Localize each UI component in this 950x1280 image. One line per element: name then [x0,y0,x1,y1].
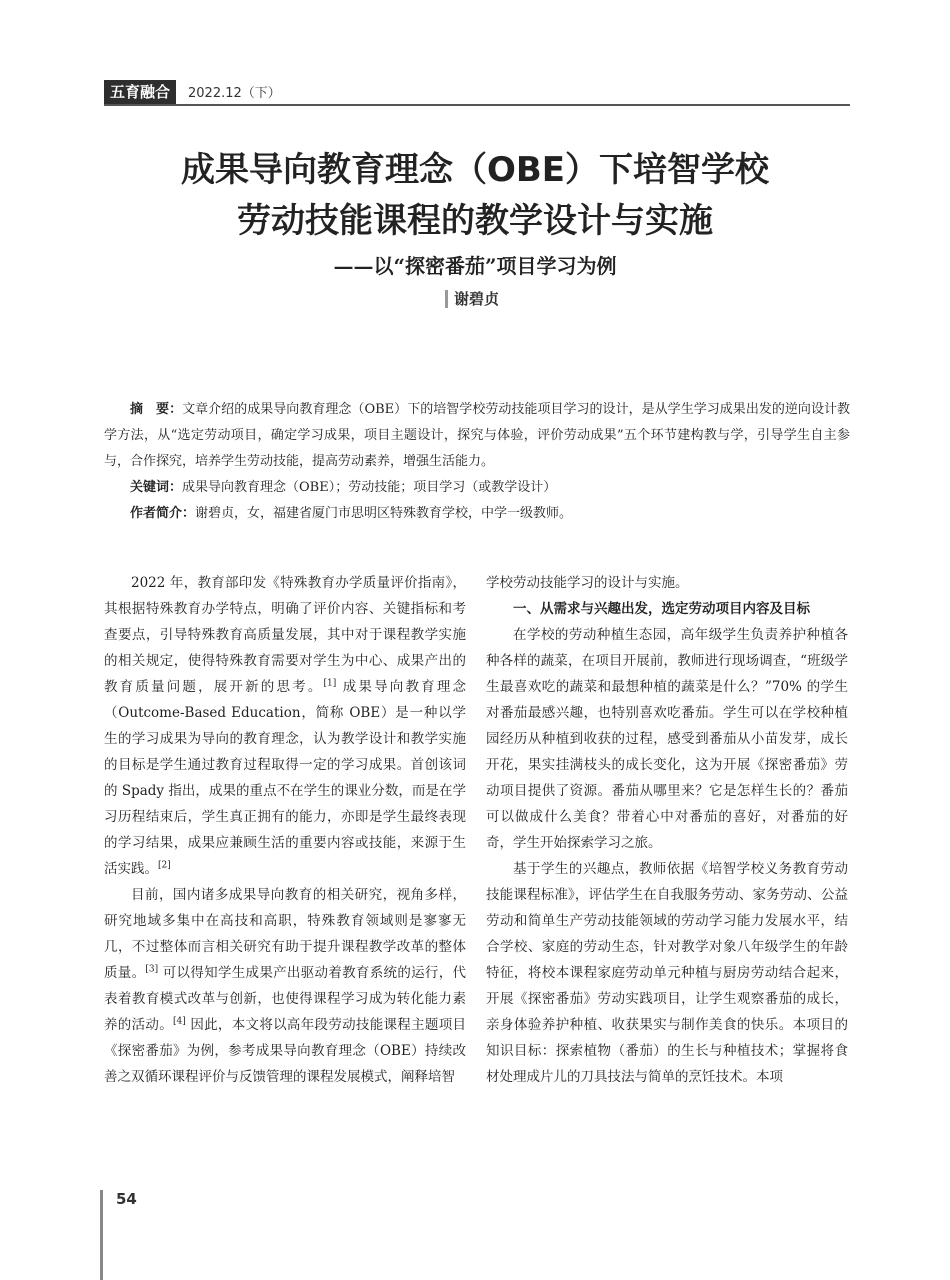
body-right-column [486,570,848,1090]
paragraph-text: 因此，本文将以高年段劳动技能课程主题项目《探密番茄》为例，参考成果导向教育理念（OBE）持续改善之双循环课程评价与反馈管理的课程发展模式，阐释培智 [104,1017,467,1085]
running-header [104,80,850,104]
abstract-block [104,397,850,527]
citation-ref-2: [2] [158,860,171,871]
citation-ref-1: [1] [323,678,337,689]
section-heading-1: 一、从需求与兴趣出发，选定劳动项目内容及目标 [513,601,810,617]
header-rule [104,104,850,106]
keywords-line [104,475,850,501]
body-left-column [104,570,466,1090]
body-paragraph [104,882,466,1090]
paragraph-text: 可以得知学生成果产出驱动着教育系统的运行，代表着教育模式改革与创新，也使得课程学习成为转化能力素养的活动。 [104,965,467,1033]
abstract-paragraph [104,397,850,475]
paragraph-text: 目前，国内诸多成果导向教育的相关研究，视角多样，研究地域多集中在高技和高职，特殊教育领域则是寥寥无几，不过整体而言相关研究有助于提升课程教学改革的整体质量。 [104,887,466,981]
author-bio-label: 作者简介： [130,506,196,521]
title-line-1: 成果导向教育理念（OBE）下培智学校 [180,150,770,190]
keywords-label: 关键词： [130,480,183,495]
issue-date: 2022.12（下） [188,86,281,101]
title-line-2: 劳动技能课程的教学设计与实施 [237,201,713,241]
footer-rule [100,1190,103,1280]
page-number: 54 [116,1190,137,1208]
body-paragraph-continued: 学校劳动技能学习的设计与实施。 [486,575,689,591]
paragraph-text: 成果导向教育理念（Outcome-Based Education，简称 OBE）是一种以学生的学习成果为导向的教育理念，认为教学设计和教学实施的目标是学生通过教育过程取得一定的学习成果。首创该词的 Spady 指出，成果的重点不在学生的课业分数，而是在学习历程结束后，学生真正拥有的能力，亦即是学生最终表现的学习结果，成果应兼顾生活的重要内容或技能，来源于生活实践。 [104,679,466,877]
abstract-label: 摘 要： [130,402,183,417]
keywords-text: 成果导向教育理念（OBE）；劳动技能；项目学习（或教学设计） [182,480,557,495]
body-paragraph: 在学校的劳动种植生态园，高年级学生负责养护种植各种各样的蔬菜，在项目开展前，教师进行现场调查，“班级学生最喜欢吃的蔬菜和最想种植的蔬菜是什么？”70% 的学生对番茄最感兴趣，也特别喜欢吃番茄。学生可以在学校种植园经历从种植到收获的过程，感受到番茄从小苗发芽，成长开花，果实挂满枝头的成长变化，这为开展《探密番茄》劳动项目提供了资源。番茄从哪里来？它是怎样生长的？番茄可以做成什么美食？带着心中对番茄的喜好，对番茄的好奇，学生开始探索学习之旅。 [486,627,848,851]
body-paragraph [104,570,466,882]
citation-ref-4: [4] [173,1016,186,1027]
subtitle: ——以“探密番茄”项目学习为例 [333,254,617,278]
paragraph-text: 2022 年，教育部印发《特殊教育办学质量评价指南》，其根据特殊教育办学特点，明确了评价内容、关键指标和考查要点，引导特殊教育高质量发展，其中对于课程教学实施的相关规定，使得特殊教育需要对学生为中心、成果产出的教育质量问题，展开新的思考。 [104,575,466,695]
column-tag: 五育融合 [104,80,176,104]
body-paragraph: 基于学生的兴趣点，教师依据《培智学校义务教育劳动技能课程标准》，评估学生在自我服务劳动、家务劳动、公益劳动和简单生产劳动技能领域的劳动学习能力发展水平，结合学校、家庭的劳动生态，针对教学对象八年级学生的年龄特征，将校本课程家庭劳动单元种植与厨房劳动结合起来，开展《探密番茄》劳动实践项目，让学生观察番茄的成长，亲身体验养护种植、收获果实与制作美食的快乐。本项目的知识目标：探索植物（番茄）的生长与种植技术；掌握将食材处理成片儿的刀具技法与简单的烹饪技术。本项 [486,861,848,1085]
author-bio-text: 谢碧贞，女，福建省厦门市思明区特殊教育学校，中学一级教师。 [195,506,573,521]
abstract-text: 文章介绍的成果导向教育理念（OBE）下的培智学校劳动技能项目学习的设计，是从学生学习成果出发的逆向设计教学方法，从“选定劳动项目，确定学习成果，项目主题设计，探究与体验，评价劳动成果”五个环节建构教与学，引导学生自主参与，合作探究，培养学生劳动技能，提高劳动素养，增强生活能力。 [104,402,850,469]
citation-ref-3: [3] [145,964,159,975]
author-bio-line [104,501,850,527]
author-name: 谢碧贞 [445,290,499,308]
